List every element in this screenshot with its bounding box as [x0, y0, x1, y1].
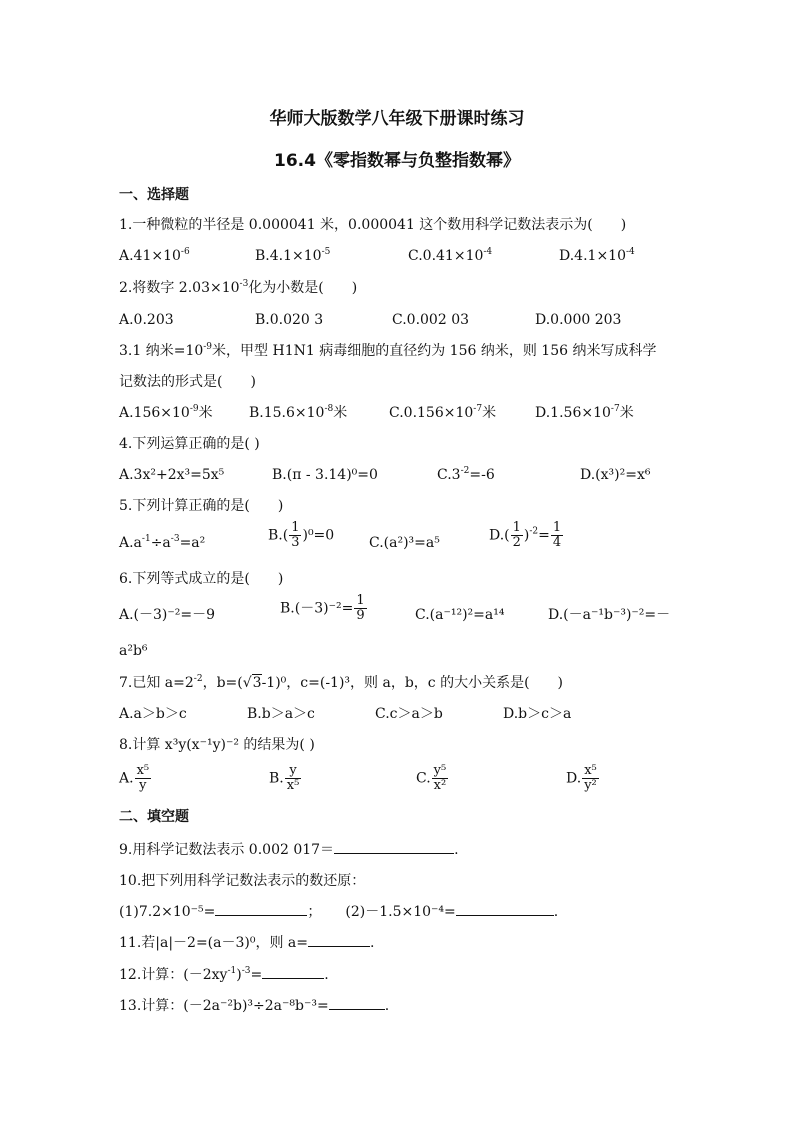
question-8-stem: 8.计算 x³y(x⁻¹y)⁻² 的结果为( )	[119, 737, 315, 753]
question-6-option-c: C.(a⁻¹²)²=a¹⁴	[415, 607, 505, 623]
question-1-option-b: $B.4.1\times 10^{-5}$	[255, 247, 331, 264]
question-3-option-a: $A.156\times 10^{-9}$米	[119, 404, 213, 421]
question-3-option-d: $D.1.56\times 10^{-7}$米	[535, 404, 634, 421]
question-3-option-b: $B.15.6\times 10^{-8}$米	[249, 404, 348, 421]
question-10-stem: 10.把下列用科学记数法表示的数还原：	[119, 873, 366, 889]
question-8-option-a: A. $\frac{\text{x⁵}}{y}$	[119, 763, 150, 793]
question-2-option-c: C.0.002 03	[392, 312, 470, 328]
fraction: $\frac{\text{x⁵}}{\text{y²}}$	[584, 763, 597, 793]
question-7-option-d: D.b＞c＞a	[503, 706, 572, 722]
question-10-parts: (1)7.2×10⁻⁵= ； (2)－1.5×10⁻⁴= .	[119, 904, 559, 920]
question-7-option-a: A.a＞b＞c	[119, 706, 187, 722]
question-5-option-b: B.( $\frac{1}{3}$ )⁰=0	[268, 520, 335, 550]
question-4-option-b: B.(π - 3.14)⁰=0	[272, 467, 378, 483]
section-heading-choice: 一、选择题	[119, 187, 189, 203]
fraction: $\frac{1}{4}$	[552, 520, 562, 550]
square-root: √3	[242, 675, 262, 691]
question-1-option-a: $A.41\times 10^{-6}$	[119, 247, 190, 264]
question-8-option-c: C. $\frac{\text{y⁵}}{\text{x²}}$	[416, 763, 447, 793]
question-6-option-d: D.(－a⁻¹b⁻³)⁻²=－	[548, 607, 671, 623]
document-subtitle: 16.4《零指数幂与负整指数幂》	[274, 151, 520, 171]
question-3-stem-line2: 记数法的形式是( )	[119, 374, 256, 390]
document-title: 华师大版数学八年级下册课时练习	[269, 109, 525, 129]
question-2-option-d: D.0.000 203	[535, 312, 622, 328]
question-4-option-a: A.3x²+2x³=5x⁵	[119, 467, 225, 483]
question-4-stem: 4.下列运算正确的是( )	[119, 436, 260, 452]
question-1-stem: 1.一种微粒的半径是 0.000041 米，0.000041 这个数用科学记数法表示为( )	[119, 217, 627, 233]
question-4-option-d: D.(x³)²=x⁶	[580, 467, 651, 483]
fraction: $\frac{\text{y⁵}}{\text{x²}}$	[433, 763, 447, 793]
question-7-option-c: C.c＞a＞b	[375, 706, 443, 722]
answer-blank[interactable]	[334, 841, 454, 854]
question-5-option-c: C.(a²)³=a⁵	[369, 535, 440, 551]
question-6-option-d-continued: a²b⁶	[119, 643, 148, 659]
question-3-stem-line1: 3.1 纳米$=10^{-9}$米，甲型 H1N1 病毒细胞的直径约为 156 纳米，则 156 纳米写成科学	[119, 342, 657, 359]
question-2-option-b: B.0.020 3	[255, 312, 324, 328]
question-9: 9.用科学记数法表示 0.002 017＝ .	[119, 842, 459, 858]
question-11: 11.若|a|－2=(a－3)⁰，则 a= .	[119, 935, 375, 951]
question-2-stem: 2.将数字 $2.03\times 10^{-3}$化为小数是( )	[119, 279, 358, 296]
question-5-option-a: $A.a^{-1}\div a^{-3}=a^2$	[119, 534, 206, 551]
question-8-option-b: B. $\frac{y}{\text{x⁵}}$	[269, 763, 300, 793]
question-3-option-c: $C.0.156\times 10^{-7}$米	[389, 404, 497, 421]
question-7-option-b: B.b＞a＞c	[247, 706, 315, 722]
question-1-option-d: $D.4.1\times 10^{-4}$	[559, 247, 635, 264]
question-4-option-c: $C.3^{-2}=-6$	[437, 466, 495, 483]
fraction: $\frac{y}{\text{x⁵}}$	[286, 763, 300, 793]
fraction: $\frac{\text{x⁵}}{y}$	[136, 763, 150, 793]
question-1-option-c: $C.0.41\times 10^{-4}$	[408, 247, 493, 264]
answer-blank[interactable]	[215, 903, 307, 916]
question-5-stem: 5.下列计算正确的是( )	[119, 498, 284, 514]
fraction: $\frac{1}{2}$	[512, 520, 521, 550]
answer-blank[interactable]	[456, 903, 554, 916]
question-6-option-b: B.(－3)⁻²= $\frac{1}{9}$	[280, 593, 365, 623]
question-7-stem: 7.已知 $a=2^{-2}$，b=(√3-1)⁰，c=(-1)³，则 a，b，c 的大小关系是( )	[119, 674, 564, 691]
question-6-stem: 6.下列等式成立的是( )	[119, 571, 284, 587]
question-12: 12.计算：$(-2xy^{-1})^{-3}=$ .	[119, 966, 329, 983]
section-heading-fill: 二、填空题	[119, 809, 189, 825]
answer-blank[interactable]	[262, 966, 324, 979]
fraction: $\frac{1}{3}$	[291, 520, 300, 550]
question-13: 13.计算：(－2a⁻²b)³÷2a⁻⁸b⁻³= .	[119, 998, 390, 1014]
answer-blank[interactable]	[308, 934, 370, 947]
question-8-option-d: D. $\frac{\text{x⁵}}{\text{y²}}$	[566, 763, 597, 793]
question-2-option-a: A.0.203	[119, 312, 174, 328]
fraction: $\frac{1}{9}$	[356, 593, 365, 623]
question-6-option-a: A.(－3)⁻²=－9	[119, 607, 216, 623]
answer-blank[interactable]	[329, 997, 385, 1010]
question-5-option-d: D.( $\frac{1}{2}$ )$^{-2}$= $\frac{1}{4}$	[489, 520, 562, 550]
